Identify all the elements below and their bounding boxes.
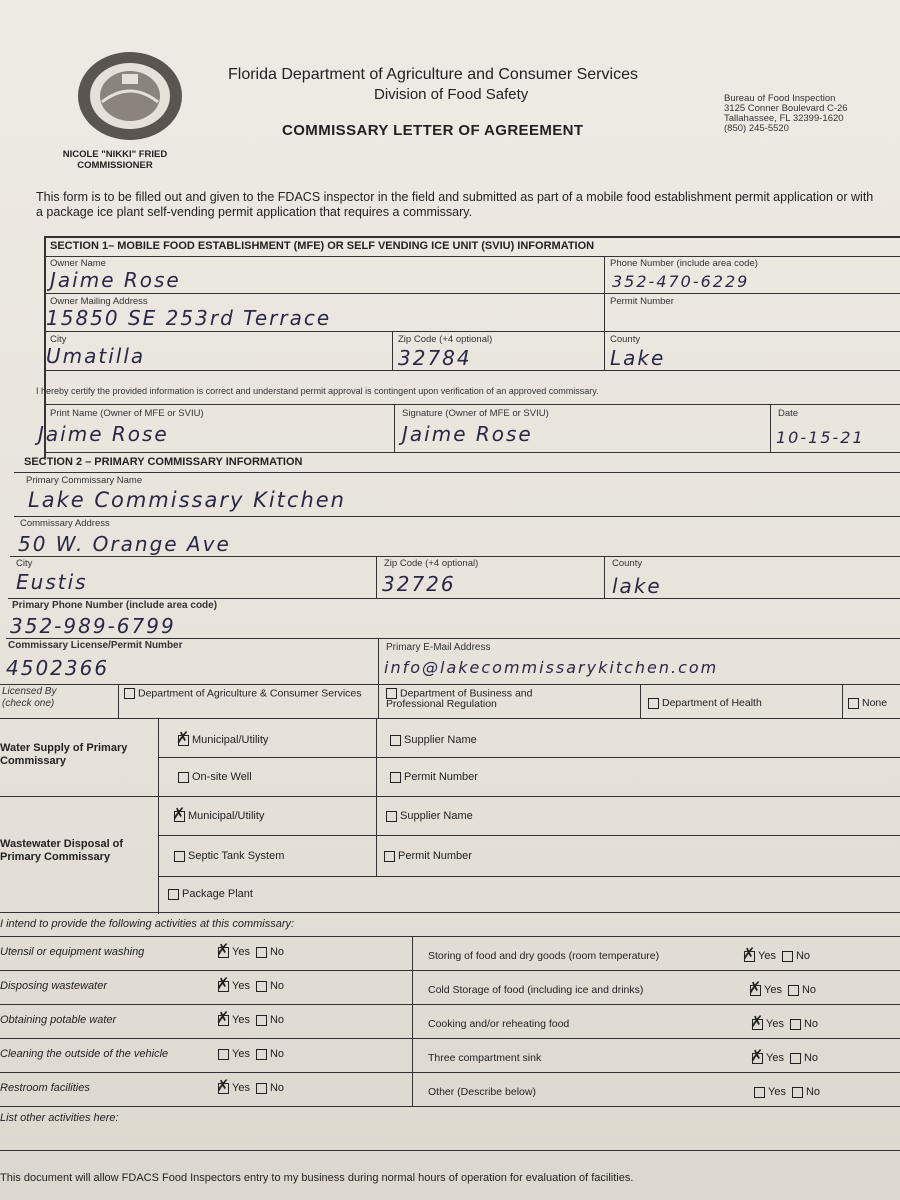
activities-intro: I intend to provide the following activities at this commissary: (0, 918, 295, 930)
waste-municipal-option[interactable]: ✗Municipal/Utility (174, 810, 264, 822)
wastewater-label: Wastewater Disposal of Primary Commissary (0, 838, 124, 863)
commissary-county-label: County (612, 558, 643, 569)
waste-septic-checkbox[interactable] (174, 851, 185, 862)
vehicle-yes-checkbox[interactable] (218, 1049, 229, 1060)
licensed-by-doh-option[interactable]: Department of Health (648, 697, 762, 709)
activity-restroom-yes-no[interactable]: ✗ Yes No (212, 1082, 284, 1094)
commissary-address-value[interactable]: 50 W. Orange Ave (18, 532, 231, 556)
email-value[interactable]: info@lakecommissarykitchen.com (384, 658, 719, 677)
activity-potable-water: Obtaining potable water (0, 1014, 117, 1026)
other-yes-checkbox[interactable] (754, 1087, 765, 1098)
activity-cold-yes-no[interactable]: ✗ Yes No (744, 984, 816, 996)
waste-permit-option[interactable]: Permit Number (384, 850, 472, 862)
section2-heading: SECTION 2 – PRIMARY COMMISSARY INFORMATION (24, 456, 303, 468)
potable-no-checkbox[interactable] (256, 1015, 267, 1026)
activity-cooking: Cooking and/or reheating food (428, 1018, 570, 1030)
commissary-address-label: Commissary Address (20, 518, 110, 529)
utensil-no-checkbox[interactable] (256, 947, 267, 958)
print-name-label: Print Name (Owner of MFE or SVIU) (50, 408, 204, 419)
commissioner-block: NICOLE "NIKKI" FRIED COMMISSIONER (62, 149, 168, 171)
intro-text: This form is to be filled out and given to the FDACS inspector in the field and submitted as part of a mobile food establishment permit application or with a package ice plant self-vending permit application that requires a commissary. (36, 190, 874, 219)
water-municipal-option[interactable]: ✗Municipal/Utility (178, 734, 268, 746)
permit-number-label: Permit Number (610, 296, 674, 307)
water-permit-checkbox[interactable] (390, 772, 401, 783)
restroom-no-checkbox[interactable] (256, 1083, 267, 1094)
activity-sink-yes-no[interactable]: ✗ Yes No (746, 1052, 818, 1064)
mailing-address-label: Owner Mailing Address (50, 296, 148, 307)
sink-yes-checkbox[interactable] (752, 1053, 763, 1064)
bureau-address: Bureau of Food Inspection 3125 Conner Boulevard C-26 Tallahassee, FL 32399-1620 (850) 245-5520 (724, 93, 848, 134)
activity-vehicle-cleaning: Cleaning the outside of the vehicle (0, 1048, 169, 1060)
commissary-city-label: City (16, 558, 33, 569)
commissary-name-label: Primary Commissary Name (26, 475, 143, 486)
activity-vehicle-yes-no[interactable]: Yes No (212, 1048, 284, 1060)
dry-no-checkbox[interactable] (782, 951, 793, 962)
cold-no-checkbox[interactable] (788, 985, 799, 996)
owner-zip-label: Zip Code (+4 optional) (398, 334, 493, 345)
licensed-by-fdacs-option[interactable]: Department of Agriculture & Consumer Services (124, 688, 374, 699)
dry-yes-checkbox[interactable] (744, 951, 755, 962)
cold-yes-checkbox[interactable] (750, 985, 761, 996)
state-seal-logo (76, 50, 184, 142)
owner-county-value[interactable]: Lake (610, 346, 666, 370)
activity-cold-storage: Cold Storage of food (including ice and drinks) (428, 984, 644, 996)
waste-package-plant-checkbox[interactable] (168, 889, 179, 900)
fdacs-checkbox[interactable] (124, 688, 135, 699)
owner-name-value[interactable]: Jaime Rose (50, 268, 181, 292)
agency-name: Florida Department of Agriculture and Consumer Services (228, 66, 638, 83)
owner-county-label: County (610, 334, 641, 345)
dbpr-checkbox[interactable] (386, 688, 397, 699)
water-permit-option[interactable]: Permit Number (390, 771, 478, 783)
activity-potable-yes-no[interactable]: ✗ Yes No (212, 1014, 284, 1026)
waste-permit-checkbox[interactable] (384, 851, 395, 862)
licensed-by-dbpr-option[interactable]: Department of Business and Professional Regulation (386, 687, 533, 711)
water-well-checkbox[interactable] (178, 772, 189, 783)
activity-dry-storage: Storing of food and dry goods (room temperature) (428, 950, 660, 962)
division-name: Division of Food Safety (374, 86, 529, 103)
owner-zip-value[interactable]: 32784 (398, 346, 472, 370)
print-name-value[interactable]: Jaime Rose (38, 422, 169, 446)
wastewater-yes-checkbox[interactable] (218, 981, 229, 992)
none-checkbox[interactable] (848, 698, 859, 709)
owner-city-label: City (50, 334, 67, 345)
waste-supplier-checkbox[interactable] (386, 811, 397, 822)
water-well-option[interactable]: On-site Well (178, 771, 252, 783)
form-title: COMMISSARY LETTER OF AGREEMENT (282, 122, 584, 139)
waste-municipal-checkbox[interactable] (174, 811, 185, 822)
wastewater-no-checkbox[interactable] (256, 981, 267, 992)
owner-name-label: Owner Name (50, 258, 106, 269)
commissary-phone-label: Primary Phone Number (include area code) (12, 600, 218, 611)
activity-other: Other (Describe below) (428, 1086, 536, 1098)
potable-yes-checkbox[interactable] (218, 1015, 229, 1026)
doh-checkbox[interactable] (648, 698, 659, 709)
check-one-label: (check one) (2, 698, 55, 709)
other-no-checkbox[interactable] (792, 1087, 803, 1098)
owner-phone-label: Phone Number (include area code) (610, 258, 758, 269)
activity-utensil-yes-no[interactable]: ✗ Yes No (212, 946, 284, 958)
owner-city-value[interactable]: Umatilla (46, 344, 146, 368)
activity-cooking-yes-no[interactable]: ✗ Yes No (746, 1018, 818, 1030)
utensil-yes-checkbox[interactable] (218, 947, 229, 958)
other-activities-label: List other activities here: (0, 1112, 119, 1124)
waste-package-plant-option[interactable]: Package Plant (168, 888, 253, 900)
commissary-zip-label: Zip Code (+4 optional) (384, 558, 479, 569)
commissary-phone-value[interactable]: 352-989-6799 (10, 614, 176, 638)
email-label: Primary E-Mail Address (386, 642, 491, 653)
commissary-zip-value[interactable]: 32726 (382, 572, 456, 596)
restroom-yes-checkbox[interactable] (218, 1083, 229, 1094)
signature-label: Signature (Owner of MFE or SVIU) (402, 408, 549, 419)
licensed-by-none-option[interactable]: None (848, 697, 887, 709)
activity-dry-yes-no[interactable]: ✗ Yes No (738, 950, 810, 962)
signature-value[interactable]: Jaime Rose (402, 422, 533, 446)
activity-disposing-wastewater: Disposing wastewater (0, 980, 107, 992)
section1-heading: SECTION 1– MOBILE FOOD ESTABLISHMENT (MFE) OR SELF VENDING ICE UNIT (SVIU) INFORMATION (50, 240, 595, 252)
sink-no-checkbox[interactable] (790, 1053, 801, 1064)
owner-phone-value[interactable]: 352-470-6229 (612, 272, 750, 291)
license-number-label: Commissary License/Permit Number (8, 640, 183, 651)
waste-supplier-option[interactable]: Supplier Name (386, 810, 473, 822)
activity-three-comp-sink: Three compartment sink (428, 1052, 542, 1064)
water-supplier-checkbox[interactable] (390, 735, 401, 746)
activity-other-yes-no[interactable]: Yes No (748, 1086, 820, 1098)
cooking-yes-checkbox[interactable] (752, 1019, 763, 1030)
water-supplier-option[interactable]: Supplier Name (390, 734, 477, 746)
commissary-city-value[interactable]: Eustis (16, 570, 88, 594)
commissary-county-value[interactable]: lake (612, 574, 662, 598)
water-supply-label: Water Supply of Primary Commissary (0, 742, 128, 767)
activity-wastewater-yes-no[interactable]: ✗ Yes No (212, 980, 284, 992)
certification-text: I hereby certify the provided information is correct and understand permit approval is contingent upon verification of an approved commissary. (36, 386, 599, 396)
footer-statement: This document will allow FDACS Food Inspectors entry to my business during normal hours of operation for evaluation of facilities. (0, 1172, 634, 1184)
cooking-no-checkbox[interactable] (790, 1019, 801, 1030)
licensed-by-label: Licensed By (2, 686, 57, 697)
water-municipal-checkbox[interactable] (178, 735, 189, 746)
date-value[interactable]: 10-15-21 (776, 428, 865, 447)
activity-restroom: Restroom facilities (0, 1082, 90, 1094)
commissary-name-value[interactable]: Lake Commissary Kitchen (28, 488, 346, 512)
vehicle-no-checkbox[interactable] (256, 1049, 267, 1060)
waste-septic-option[interactable]: Septic Tank System (174, 850, 284, 862)
date-label: Date (778, 408, 799, 419)
activity-utensil-washing: Utensil or equipment washing (0, 946, 145, 958)
license-number-value[interactable]: 4502366 (6, 656, 110, 680)
mailing-address-value[interactable]: 15850 SE 253rd Terrace (46, 306, 332, 330)
